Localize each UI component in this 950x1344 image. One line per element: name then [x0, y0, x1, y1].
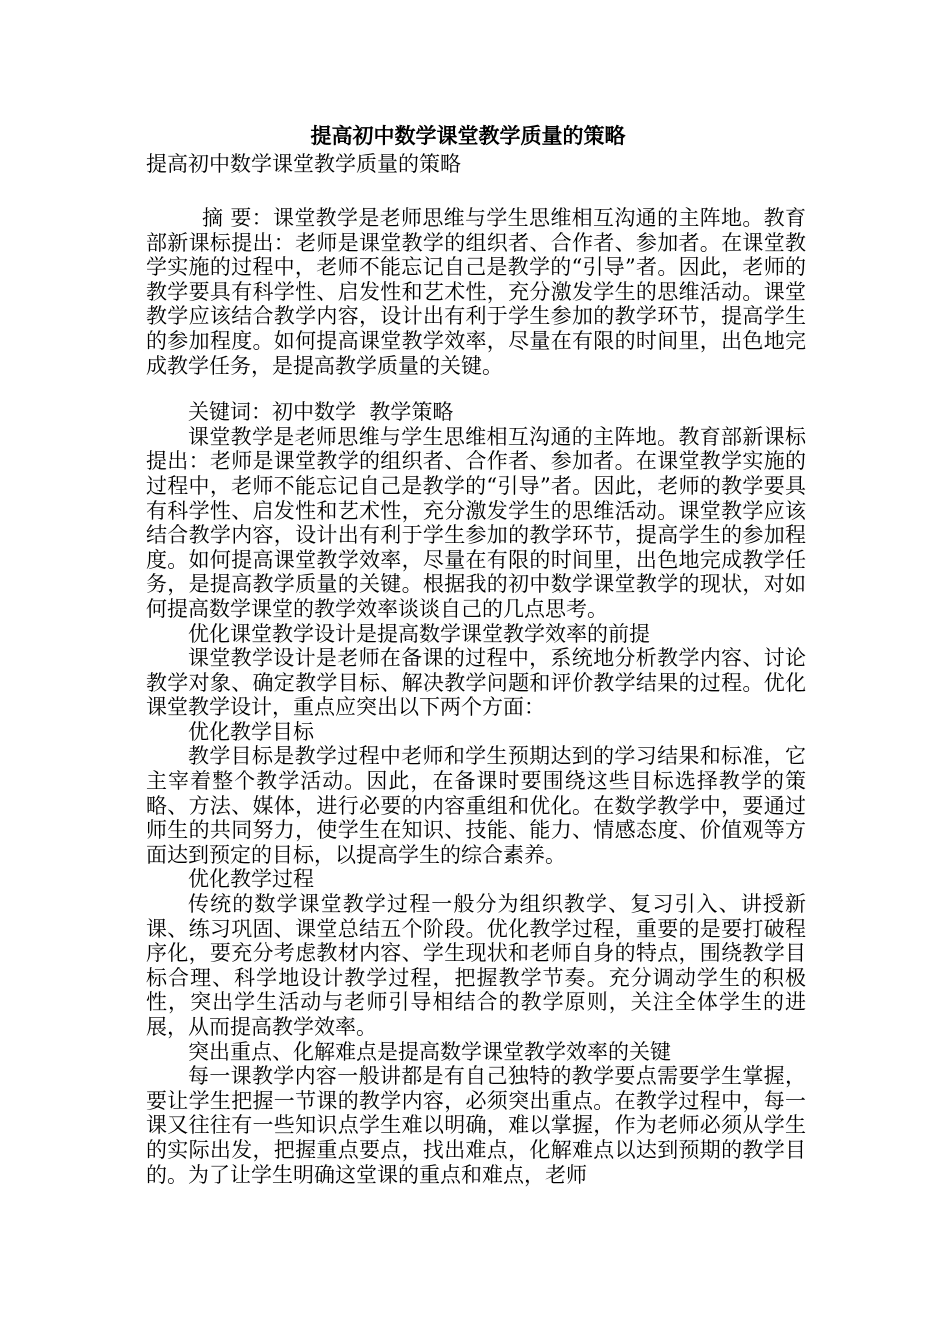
section-paragraph-1: 课堂教学设计是老师在备课的过程中，系统地分析教学内容、讨论教学对象、确定教学目标、解决教学问题和评价教学结果的过程。优化课堂教学设计，重点应突出以下两个方面： — [146, 646, 806, 720]
intro-paragraph: 课堂教学是老师思维与学生思维相互沟通的主阵地。教育部新课标提出：老师是课堂教学的组织者、合作者、参加者。在课堂教学实施的过程中，老师不能忘记自己是教学的“引导”者。因此，老师的教学要具有科学性、启发性和艺术性，充分激发学生的思维活动。课堂教学应该结合教学内容，设计出有利于学生参加的教学环节，提高学生的参加程度。如何提高课堂教学效率，尽量在有限的时间里，出色地完成教学任务，是提高教学质量的关键。根据我的初中数学课堂教学的现状，对如何提高数学课堂的教学效率谈谈自己的几点思考。 — [146, 424, 806, 621]
document-subtitle: 提高初中数学课堂教学质量的策略 — [146, 152, 461, 176]
subsection-heading-2: 优化教学过程 — [188, 867, 314, 892]
spacer — [146, 178, 806, 206]
subsection-heading-1: 优化教学目标 — [188, 719, 314, 744]
spacer — [146, 378, 806, 400]
section-heading-2: 突出重点、化解难点是提高数学课堂教学效率的关键 — [188, 1039, 671, 1064]
section-paragraph-2: 每一课教学内容一般讲都是有自己独特的教学要点需要学生掌握，要让学生把握一节课的教学内容，必须突出重点。在教学过程中，每一课又往往有一些知识点学生难以明确，难以掌握，作为老师必须从学生的实际出发，把握重点要点，找出难点，化解难点以达到预期的教学目的。为了让学生明确这堂课的重点和难点，老师 — [146, 1064, 806, 1187]
section-heading-1: 优化课堂教学设计是提高数学课堂教学效率的前提 — [188, 621, 650, 646]
abstract-text: 课堂教学是老师思维与学生思维相互沟通的主阵地。教育部新课标提出：老师是课堂教学的组织者、合作者、参加者。在课堂教学实施的过程中，老师不能忘记自己是教学的“引导”者。因此，老师的教学要具有科学性、启发性和艺术性，充分激发学生的思维活动。课堂教学应该结合教学内容，设计出有利于学生参加的教学环节，提高学生的参加程度。如何提高课堂教学效率，尽量在有限的时间里，出色地完成教学任务，是提高教学质量的关键。 — [146, 206, 806, 378]
abstract-paragraph — [146, 206, 806, 378]
abstract-label: 摘 要： — [202, 206, 274, 230]
subsection-paragraph-2: 传统的数学课堂教学过程一般分为组织教学、复习引入、讲授新课、练习巩固、课堂总结五个阶段。优化教学过程，重要的是要打破程序化，要充分考虑教材内容、学生现状和老师自身的特点，围绕教学目标合理、科学地设计教学过程，把握教学节奏。充分调动学生的积极性，突出学生活动与老师引导相结合的教学原则，关注全体学生的进展，从而提高教学效率。 — [146, 892, 806, 1039]
keywords-line: 关键词：初中数学 教学策略 — [188, 400, 454, 425]
document-page — [146, 122, 806, 1187]
document-title: 提高初中数学课堂教学质量的策略 — [310, 123, 626, 148]
subsection-paragraph-1: 教学目标是教学过程中老师和学生预期达到的学习结果和标准，它主宰着整个教学活动。因此，在备课时要围绕这些目标选择教学的策略、方法、媒体，进行必要的内容重组和优化。在数学教学中，要通过师生的共同努力，使学生在知识、技能、能力、情感态度、价值观等方面达到预定的目标，以提高学生的综合素养。 — [146, 744, 806, 867]
